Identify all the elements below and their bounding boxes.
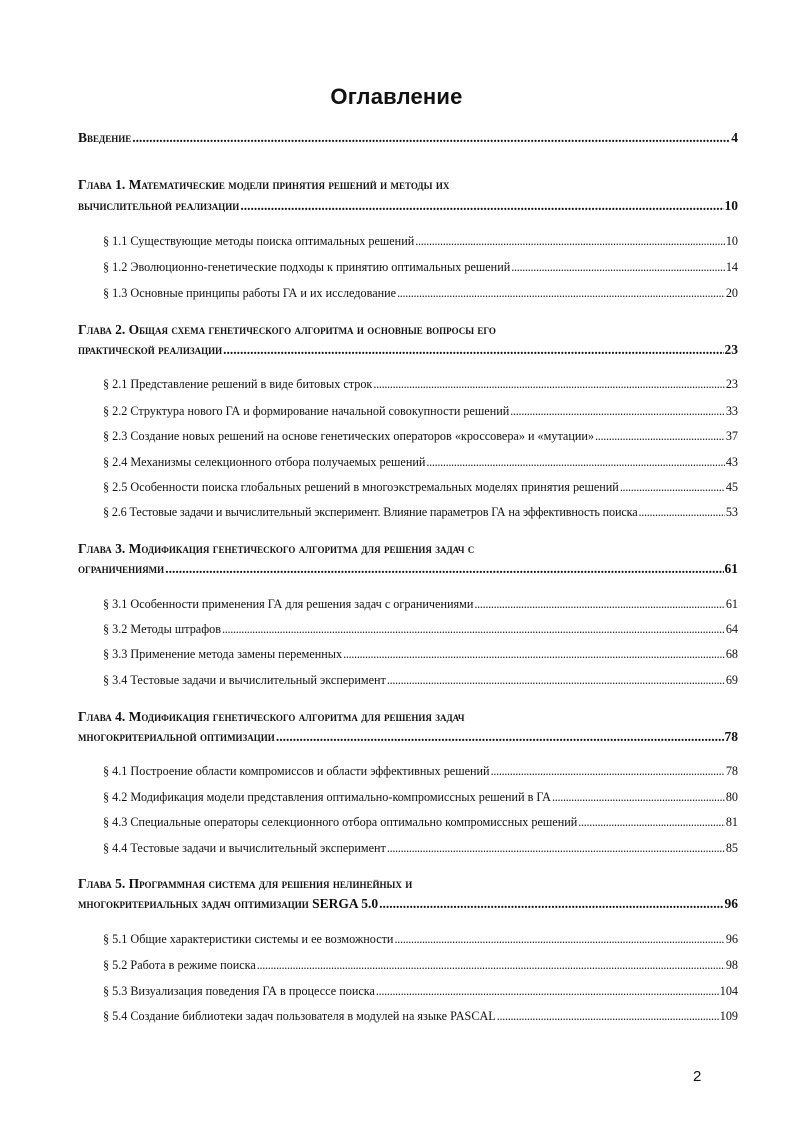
toc-entry-section-2-3[interactable] [103, 429, 738, 444]
toc-entry-chapter-3[interactable] [78, 561, 738, 577]
leader-dots [394, 932, 724, 947]
toc-entry-section-5-4[interactable] [103, 1009, 738, 1024]
toc-entry-chapter-4[interactable] [78, 729, 738, 745]
leader-dots [276, 729, 724, 745]
leader-dots [223, 342, 723, 358]
toc-entry-page: 85 [725, 841, 738, 855]
leader-dots [397, 286, 725, 301]
toc-entry-section-1-3[interactable] [103, 286, 738, 301]
leader-dots [638, 505, 724, 520]
leader-dots [426, 455, 724, 470]
toc-entry-page: 61 [725, 597, 738, 611]
toc-entry-page: 78 [725, 764, 738, 778]
toc-entry-page: 33 [725, 404, 738, 418]
leader-dots [387, 841, 725, 856]
leader-dots [379, 896, 723, 912]
toc-entry-page: 23 [725, 377, 738, 391]
toc-entry-page: 14 [725, 260, 738, 274]
toc-entry-page: 96 [725, 932, 738, 946]
toc-entry-section-5-1[interactable] [103, 932, 738, 947]
chapter-3-title-line1: Глава 3. Модификация генетического алгоритма для решения задач с [78, 541, 475, 556]
toc-entry-text: § 2.2 Структура нового ГА и формирование начальной совокупности решений [103, 404, 510, 418]
toc-entry-section-4-2[interactable] [103, 790, 738, 805]
toc-entry-section-4-3[interactable] [103, 815, 738, 830]
toc-entry-chapter-1[interactable] [78, 198, 738, 214]
toc-entry-section-1-2[interactable] [103, 260, 738, 275]
toc-entry-page: 61 [724, 561, 738, 576]
leader-dots [578, 815, 725, 830]
toc-entry-section-2-4[interactable] [103, 455, 738, 470]
toc-entry-text: § 1.3 Основные принципы работы ГА и их исследование [103, 286, 397, 300]
leader-dots [222, 622, 725, 637]
toc-entry-text: § 2.5 Особенности поиска глобальных решений в многоэкстремальных моделях принятия решений [103, 480, 619, 494]
leader-dots [240, 198, 723, 214]
leader-dots [620, 480, 725, 495]
toc-entry-text: практической реализации [78, 342, 223, 357]
toc-entry-page: 64 [725, 622, 738, 636]
toc-entry-text: § 1.1 Существующие методы поиска оптимальных решений [103, 234, 415, 248]
toc-entry-text: § 5.4 Создание библиотеки задач пользователя в модулей на языке PASCAL [103, 1009, 496, 1023]
leader-dots [474, 597, 724, 612]
toc-entry-text: § 3.4 Тестовые задачи и вычислительный эксперимент [103, 673, 386, 687]
toc-entry-section-2-6[interactable] [103, 505, 738, 520]
toc-entry-text: § 2.6 Тестовые задачи и вычислительный эксперимент. Влияние параметров ГА на эффективность поиска [103, 505, 638, 519]
leader-dots [497, 1009, 719, 1024]
chapter-2-title-line1: Глава 2. Общая схема генетического алгоритма и основные вопросы его [78, 322, 496, 337]
toc-entry-text: § 3.2 Методы штрафов [103, 622, 221, 636]
leader-dots [510, 404, 725, 419]
chapter-4-title-line1: Глава 4. Модификация генетического алгоритма для решения задач [78, 709, 465, 724]
toc-entry-text: многокритериальных задач оптимизации SERGA 5.0 [78, 896, 379, 911]
toc-entry-page: 69 [725, 673, 738, 687]
toc-entry-page: 53 [725, 505, 738, 519]
leader-dots [257, 958, 725, 973]
toc-entry-text: вычислительной реализации [78, 198, 240, 213]
leader-dots [165, 561, 723, 577]
toc-entry-text: § 4.1 Построение области компромиссов и области эффективных решений [103, 764, 490, 778]
toc-entry-section-2-2[interactable] [103, 404, 738, 419]
toc-entry-page: 23 [724, 342, 738, 357]
toc-entry-text: § 2.4 Механизмы селекционного отбора получаемых решений [103, 455, 426, 469]
page-number: 2 [693, 1068, 702, 1085]
toc-entry-text: § 4.3 Специальные операторы селекционного отбора оптимально компромиссных решений [103, 815, 578, 829]
toc-entry-text: § 2.3 Создание новых решений на основе генетических операторов «кроссовера» и «мутации» [103, 429, 594, 443]
chapter-5-title-line1: Глава 5. Программная система для решения нелинейных и [78, 876, 413, 891]
toc-entry-section-1-1[interactable] [103, 234, 738, 249]
toc-entry-page: 80 [725, 790, 738, 804]
toc-entry-text: ограничениями [78, 561, 165, 576]
toc-entry-text: § 4.4 Тестовые задачи и вычислительный эксперимент [103, 841, 386, 855]
leader-dots [373, 377, 724, 392]
toc-entry-page: 98 [725, 958, 738, 972]
toc-entry-text: § 3.1 Особенности применения ГА для решения задач с ограничениями [103, 597, 474, 611]
leader-dots [595, 429, 725, 444]
toc-entry-chapter-2[interactable] [78, 342, 738, 358]
toc-entry-section-3-4[interactable] [103, 673, 738, 688]
toc-entry-intro[interactable] [78, 130, 738, 146]
toc-entry-page: 10 [724, 198, 738, 213]
toc-entry-text: § 3.3 Применение метода замены переменных [103, 647, 343, 661]
toc-entry-section-2-5[interactable] [103, 480, 738, 495]
toc-entry-section-5-3[interactable] [103, 984, 738, 999]
toc-entry-page: 68 [725, 647, 738, 661]
leader-dots [491, 764, 725, 779]
toc-entry-text: многокритериальной оптимизации [78, 729, 275, 744]
leader-dots [511, 260, 725, 275]
toc-entry-page: 81 [725, 815, 738, 829]
toc-entry-page: 109 [719, 1009, 738, 1023]
page-title: Оглавление [330, 84, 463, 109]
leader-dots [415, 234, 725, 249]
toc-entry-text: § 2.1 Представление решений в виде битовых строк [103, 377, 373, 391]
toc-entry-section-3-2[interactable] [103, 622, 738, 637]
toc-entry-page: 10 [725, 234, 738, 248]
toc-entry-section-4-4[interactable] [103, 841, 738, 856]
leader-dots [132, 130, 730, 146]
toc-entry-page: 96 [724, 896, 738, 911]
toc-entry-page: 37 [725, 429, 738, 443]
leader-dots [552, 790, 725, 805]
toc-entry-section-4-1[interactable] [103, 764, 738, 779]
toc-entry-page: 104 [719, 984, 738, 998]
toc-entry-text: Введение [78, 130, 132, 145]
leader-dots [343, 647, 725, 662]
toc-entry-text: § 4.2 Модификация модели представления оптимально-компромиссных решений в ГА [103, 790, 551, 804]
chapter-1-title-line1: Глава 1. Математические модели принятия решений и методы их [78, 177, 450, 192]
toc-entry-section-2-1[interactable] [103, 377, 738, 392]
toc-entry-page: 78 [724, 729, 738, 744]
toc-entry-text: § 5.3 Визуализация поведения ГА в процессе поиска [103, 984, 375, 998]
toc-entry-page: 43 [725, 455, 738, 469]
toc-entry-text: § 1.2 Эволюционно-генетические подходы к принятию оптимальных решений [103, 260, 511, 274]
toc-entry-section-5-2[interactable] [103, 958, 738, 973]
toc-entry-chapter-5[interactable] [78, 896, 738, 912]
toc-entry-page: 4 [731, 130, 738, 145]
toc-entry-page: 45 [725, 480, 738, 494]
toc-entry-page: 20 [725, 286, 738, 300]
toc-entry-text: § 5.1 Общие характеристики системы и ее возможности [103, 932, 394, 946]
leader-dots [387, 673, 725, 688]
leader-dots [376, 984, 719, 999]
toc-entry-text: § 5.2 Работа в режиме поиска [103, 958, 256, 972]
toc-entry-section-3-3[interactable] [103, 647, 738, 662]
toc-entry-section-3-1[interactable] [103, 597, 738, 612]
